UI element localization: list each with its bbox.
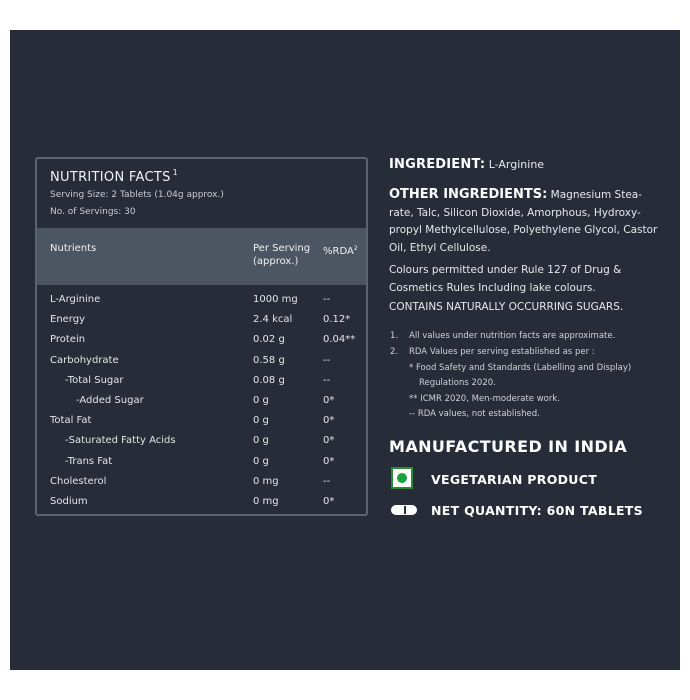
per-serving-value: 0 g bbox=[253, 435, 269, 447]
nutrient-name: L-Arginine bbox=[50, 294, 101, 305]
per-serving-value: 0.02 g bbox=[253, 334, 285, 346]
nutrient-name: -Added Sugar bbox=[76, 395, 144, 406]
table-row bbox=[37, 334, 366, 354]
number-of-servings: No. of Servings: 30 bbox=[50, 207, 136, 217]
nutrition-facts-title: NUTRITION FACTS $^1$ bbox=[50, 168, 179, 185]
rda-value: -- bbox=[323, 475, 331, 487]
rda-value: 0* bbox=[323, 455, 335, 467]
nutrient-name: Cholesterol bbox=[50, 475, 107, 487]
nutrient-name: Protein bbox=[50, 334, 86, 346]
nutrition-facts-box bbox=[35, 157, 368, 516]
header-per-serving: Per Serving (approx.) bbox=[253, 243, 311, 267]
rda-value: -- bbox=[323, 294, 331, 305]
table-row bbox=[37, 355, 366, 375]
note-2a: * Food Safety and Standards (Labelling and Display) bbox=[409, 363, 632, 373]
rda-value: 0* bbox=[323, 496, 335, 507]
nutrient-name: Energy bbox=[50, 314, 86, 326]
ingredient-line: INGREDIENT: L-Arginine bbox=[389, 157, 545, 172]
other-ingredients: OTHER INGREDIENTS: Magnesium Stea-rate, Talc, Silicon Dioxide, Amorphous, Hydroxy-propyl Methylcellulose, Polyethylene Glycol, Castor Oil, Ethyl Cellulose. bbox=[389, 187, 658, 254]
rda-value: 0.04** bbox=[323, 334, 356, 346]
note-2: RDA Values per serving established as per : bbox=[409, 347, 595, 357]
nutrient-name: -Trans Fat bbox=[65, 455, 113, 467]
table-row bbox=[37, 435, 366, 455]
per-serving-value: 0 g bbox=[253, 455, 269, 467]
per-serving-value: 2.4 kcal bbox=[253, 314, 293, 326]
per-serving-value: 0 g bbox=[253, 415, 269, 427]
serving-size: Serving Size: 2 Tablets (1.04g approx.) bbox=[50, 190, 224, 200]
per-serving-value: 0 mg bbox=[253, 475, 279, 487]
rda-value: 0.12* bbox=[323, 314, 351, 326]
nutrient-name: -Total Sugar bbox=[65, 374, 124, 386]
colours-note: Colours permitted under Rule 127 of Drug & Cosmetics Rules Including lake colours. bbox=[389, 264, 622, 294]
header-rda: %RDA$^2$ bbox=[323, 245, 358, 257]
per-serving-value: 1000 mg bbox=[253, 294, 298, 305]
table-row bbox=[37, 476, 366, 496]
vegetarian-mark-icon bbox=[391, 467, 413, 489]
nutrition-table-header bbox=[37, 228, 366, 285]
nutrient-name: -Saturated Fatty Acids bbox=[65, 435, 176, 447]
manufactured-in-india: MANUFACTURED IN INDIA bbox=[389, 437, 628, 456]
per-serving-value: 0.08 g bbox=[253, 374, 285, 386]
rda-value: -- bbox=[323, 354, 331, 366]
header-nutrients: Nutrients bbox=[50, 243, 97, 254]
net-quantity: NET QUANTITY: 60N TABLETS bbox=[431, 503, 643, 518]
per-serving-value: 0.58 g bbox=[253, 354, 285, 366]
table-row bbox=[37, 395, 366, 415]
table-row bbox=[37, 415, 366, 435]
note-2-number: 2. bbox=[390, 347, 399, 357]
table-row bbox=[37, 375, 366, 395]
contains-note: CONTAINS NATURALLY OCCURRING SUGARS. bbox=[389, 301, 624, 313]
nutrient-name: Total Fat bbox=[50, 415, 92, 427]
note-1-number: 1. bbox=[390, 331, 399, 341]
vegetarian-product: VEGETARIAN PRODUCT bbox=[431, 472, 598, 487]
rda-value: 0* bbox=[323, 435, 335, 447]
table-row bbox=[37, 496, 366, 516]
nutrient-name: Sodium bbox=[50, 496, 88, 507]
table-row bbox=[37, 456, 366, 476]
table-row bbox=[37, 314, 366, 334]
tablet-icon bbox=[391, 505, 417, 515]
rda-value: -- bbox=[323, 374, 331, 386]
note-2b: Regulations 2020. bbox=[419, 378, 496, 388]
note-2c: ** ICMR 2020, Men-moderate work. bbox=[409, 394, 560, 404]
rda-value: 0* bbox=[323, 395, 335, 406]
per-serving-value: 0 g bbox=[253, 395, 269, 406]
per-serving-value: 0 mg bbox=[253, 496, 279, 507]
nutrient-name: Carbohydrate bbox=[50, 354, 119, 366]
note-2d: -- RDA values, not established. bbox=[409, 409, 540, 419]
rda-value: 0* bbox=[323, 415, 335, 427]
note-1: All values under nutrition facts are approximate. bbox=[409, 331, 616, 341]
table-row bbox=[37, 294, 366, 314]
